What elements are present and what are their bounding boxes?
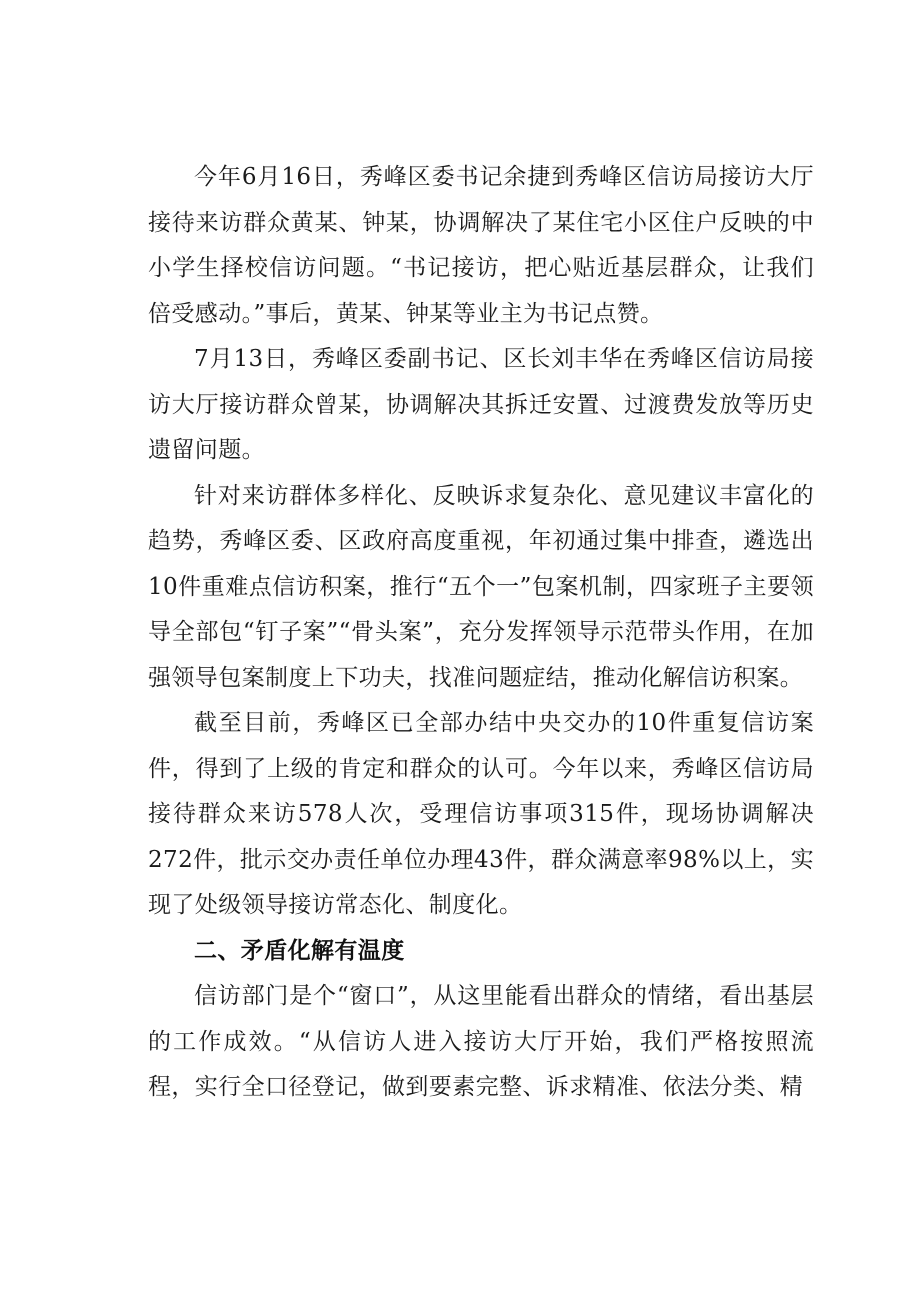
paragraph-2: 7月13日，秀峰区委副书记、区长刘丰华在秀峰区信访局接访大厅接访群众曾某，协调解决其拆迁安置、过渡费发放等历史遗留问题。	[148, 346, 814, 463]
paragraph-3: 针对来访群体多样化、反映诉求复杂化、意见建议丰富化的趋势，秀峰区委、区政府高度重视，年初通过集中排查，遴选出10件重难点信访积案，推行“五个一”包案机制，四家班子主要领导全部包“钉子案”“骨头案”，充分发挥领导示范带头作用，在加强领导包案制度上下功夫，找准问题症结，推动化解信访积案。	[148, 482, 814, 691]
paragraph-5: 信访部门是个“窗口”，从这里能看出群众的情绪，看出基层的工作成效。“从信访人进入接访大厅开始，我们严格按照流程，实行全口径登记，做到要素完整、诉求精准、依法分类、精	[148, 983, 814, 1100]
section-heading: 二、矛盾化解有温度	[194, 937, 405, 964]
document-body	[148, 155, 814, 1111]
paragraph-4: 截至目前，秀峰区已全部办结中央交办的10件重复信访案件，得到了上级的肯定和群众的认可。今年以来，秀峰区信访局接待群众来访578人次，受理信访事项315件，现场协调解决272件，批示交办责任单位办理43件，群众满意率98%以上，实现了处级领导接访常态化、制度化。	[148, 710, 814, 918]
paragraph-1: 今年6月16日，秀峰区委书记余捷到秀峰区信访局接访大厅接待来访群众黄某、钟某，协调解决了某住宅小区住户反映的中小学生择校信访问题。“书记接访，把心贴近基层群众，让我们倍受感动。”事后，黄某、钟某等业主为书记点赞。	[148, 164, 814, 327]
